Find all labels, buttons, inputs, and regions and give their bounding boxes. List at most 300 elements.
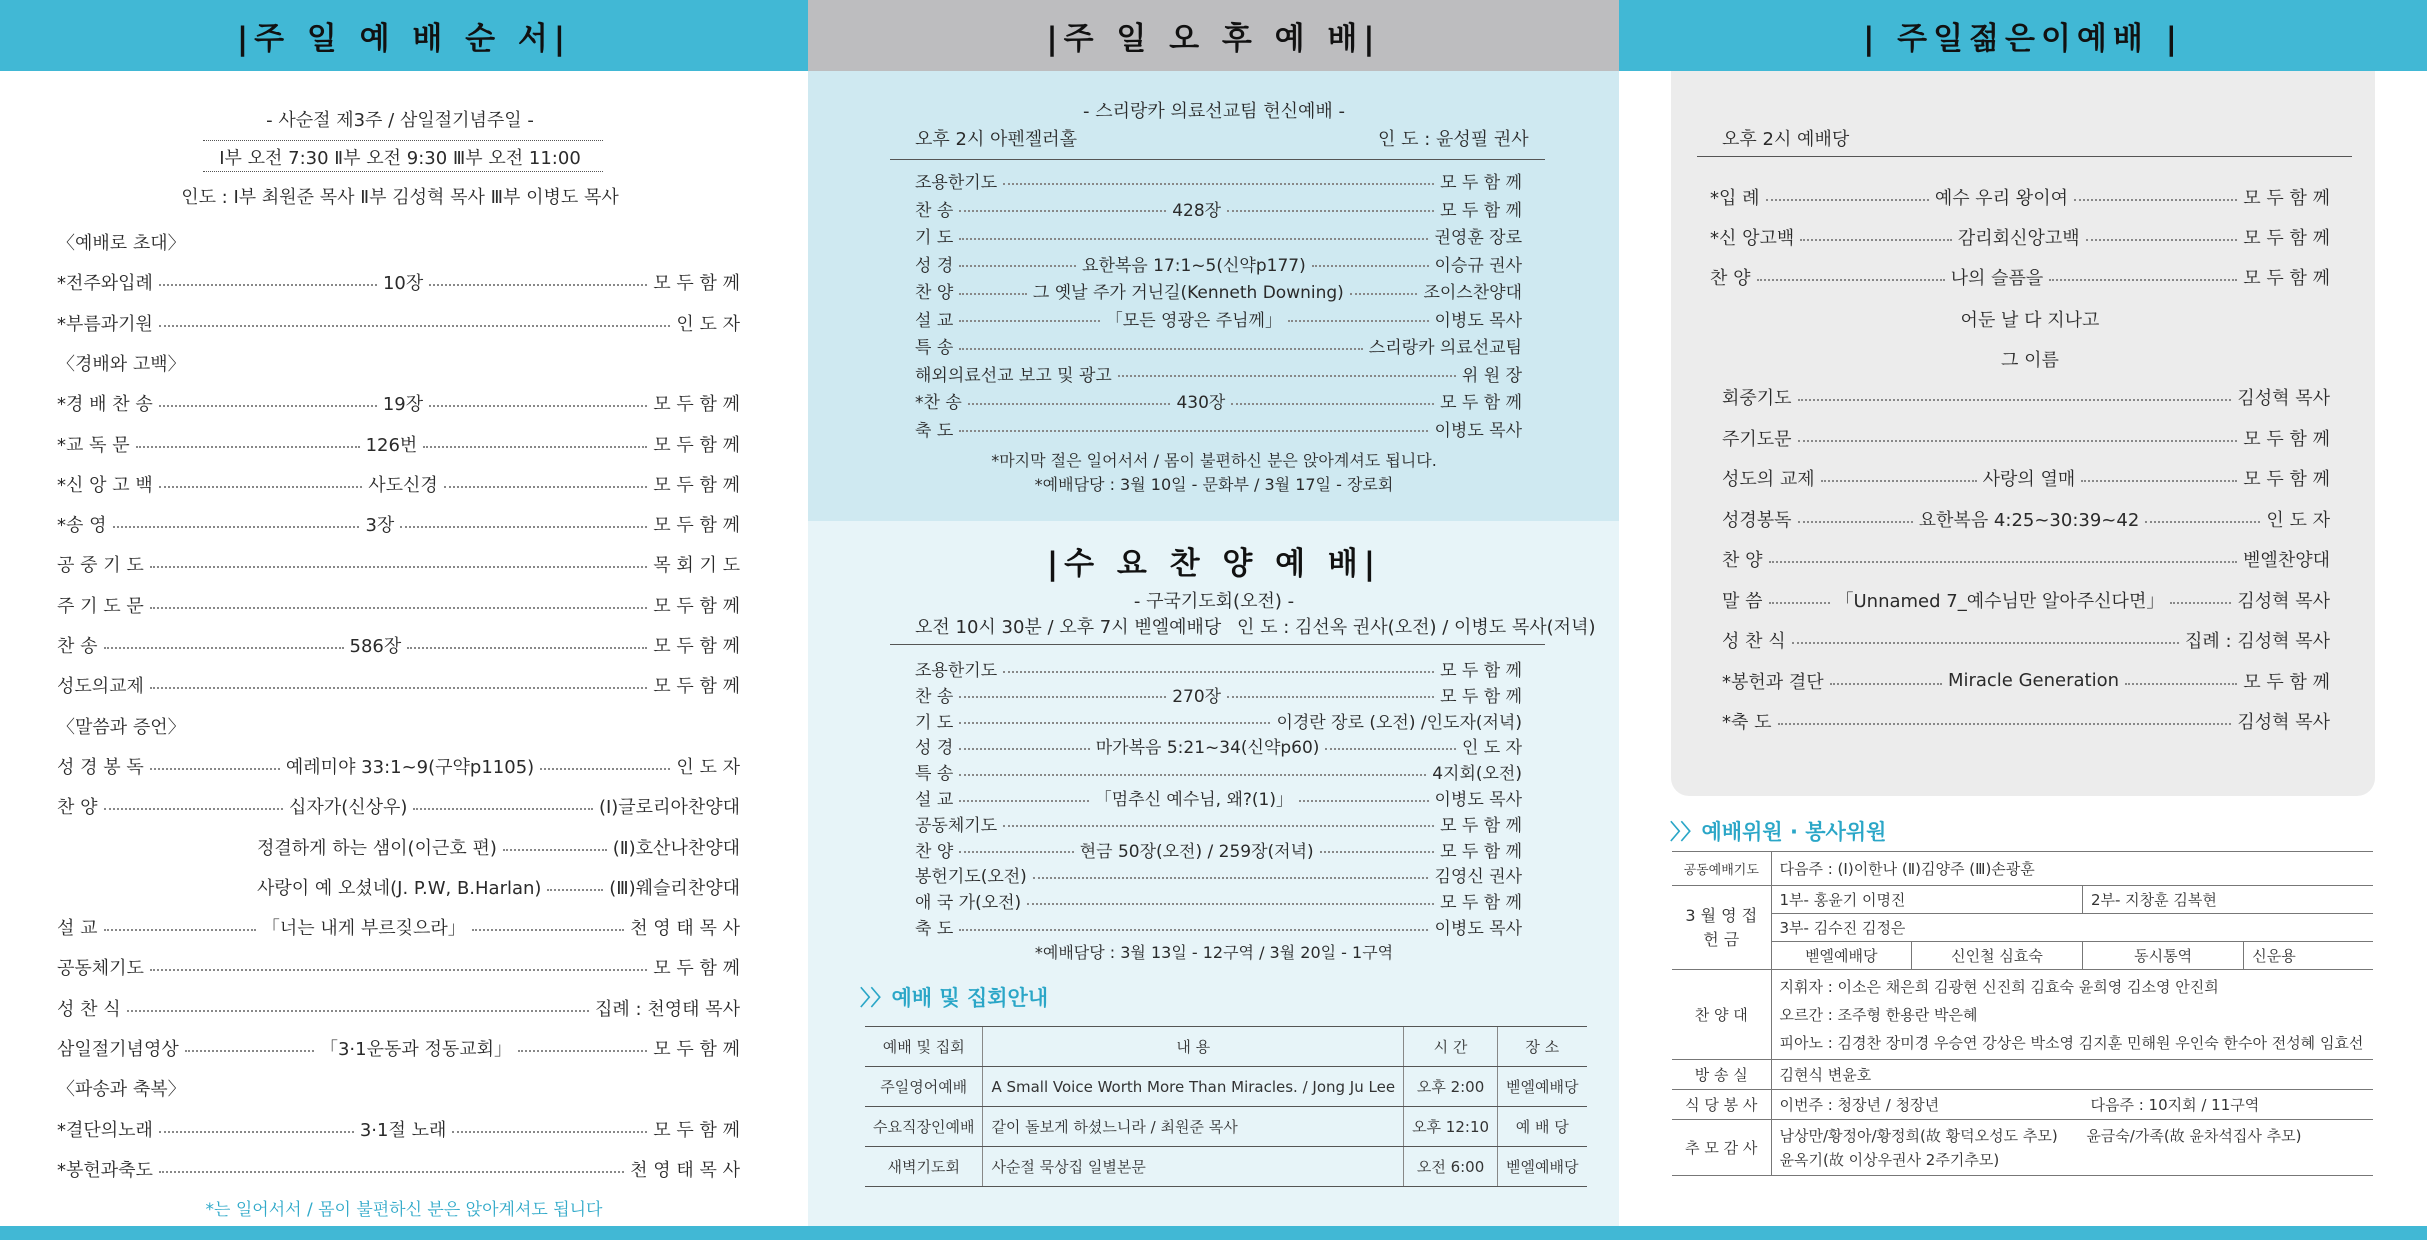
section-heading: 〈경배와 고백〉 (57, 353, 186, 375)
order-detail: 586장 (349, 636, 402, 657)
order-label: 축 도 (915, 919, 954, 939)
order-label: *찬 송 (915, 393, 962, 413)
table-cell: 동시통역 (2082, 942, 2243, 970)
order-leader: 모 두 함 께 (2243, 469, 2330, 490)
sunday-service-header: |주 일 예 배 순 서| (0, 0, 808, 71)
order-row (57, 914, 740, 940)
order-row (57, 471, 740, 497)
dotted-leader (1027, 903, 1434, 905)
order-leader: 모 두 함 께 (1440, 200, 1522, 221)
service-times: Ⅰ부 오전 7:30 Ⅱ부 오전 9:30 Ⅲ부 오전 11:00 (219, 148, 581, 169)
dotted-leader (959, 851, 1073, 853)
table-cell: 벧엘예배당 (1498, 1147, 1587, 1187)
order-row (915, 251, 1522, 276)
order-leader: 천 영 태 목 사 (630, 1159, 740, 1181)
dotted-leader (150, 768, 280, 770)
dotted-leader (2125, 683, 2237, 685)
row-label: 식 당 봉 사 (1672, 1090, 1771, 1120)
order-detail: 요한복음 17:1~5(신약p177) (1082, 255, 1306, 276)
dotted-leader (452, 1131, 647, 1133)
dotted-leader (1003, 183, 1434, 185)
dotted-leader (1769, 602, 1830, 604)
young-place: 오후 2시 예배당 (1722, 129, 1850, 150)
memorial-line (1780, 1124, 2366, 1148)
dotted-leader (1320, 851, 1434, 853)
order-label: 특 송 (915, 764, 954, 785)
table-cell: 주일영어예배 (865, 1067, 983, 1107)
order-row (57, 1035, 740, 1061)
dotted-leader (104, 808, 284, 810)
song-title: 그 이름 (2001, 350, 2059, 371)
dotted-leader (429, 284, 647, 286)
order-detail: 「너는 내게 부르짖으라」 (261, 918, 466, 940)
order-label: *교 독 문 (57, 434, 130, 456)
dotted-leader (1757, 279, 1945, 281)
order-row (57, 954, 740, 980)
dotted-leader (1766, 199, 1929, 201)
table-cell: 2부- 지창훈 김복현 (2082, 886, 2373, 914)
table-cell: 신운용 (2244, 942, 2373, 970)
order-detail: 3·1절 노래 (359, 1119, 447, 1141)
order-row (57, 431, 740, 457)
order-leader: 모 두 함 께 (653, 1039, 741, 1060)
order-detail: 사랑의 열매 (1982, 469, 2076, 490)
order-detail: 19장 (382, 394, 424, 416)
order-detail: 126번 (365, 434, 418, 456)
dotted-leader (150, 969, 647, 971)
order-label: *입 례 (1710, 188, 1760, 209)
afternoon-subtitle: - 스리랑카 의료선교팀 헌신예배 - (1083, 101, 1345, 122)
dotted-leader (2170, 602, 2231, 604)
order-leader: 이병도 목사 (1434, 420, 1522, 441)
order-label: 찬 송 (915, 686, 954, 707)
divider (203, 140, 603, 141)
order-detail: 「Unnamed 7_예수님만 알아주신다면」 (1835, 590, 2165, 612)
order-label: 축 도 (915, 420, 954, 441)
order-label: 찬 양 (915, 283, 954, 303)
order-detail: 예레미야 33:1~9(구약p1105) (285, 756, 535, 778)
order-label: 찬 양 (1710, 268, 1751, 289)
dotted-leader (150, 607, 648, 609)
order-detail: 감리회신앙고백 (1957, 228, 2080, 249)
young-adult-header: | 주일젊은이예배 | (1619, 0, 2427, 71)
order-leader: 조이스찬양대 (1423, 283, 1522, 303)
order-row (915, 196, 1522, 221)
section-heading: 〈예배로 초대〉 (57, 233, 186, 254)
order-leader: 목 회 기 도 (653, 555, 740, 577)
order-leader: 김성혁 목사 (2237, 388, 2330, 409)
table-cell: 예 배 당 (1498, 1107, 1587, 1147)
order-label: *송 영 (57, 515, 107, 537)
dotted-leader (429, 405, 647, 407)
order-leader: 모 두 함 께 (653, 676, 740, 698)
order-row (57, 995, 740, 1021)
order-leader: 권영훈 장로 (1434, 228, 1522, 248)
dotted-leader (104, 929, 256, 931)
order-row (57, 834, 740, 860)
divider (203, 171, 603, 172)
order-leader: 집례 : 김성혁 목사 (2185, 631, 2330, 652)
dotted-leader (1227, 210, 1434, 212)
dotted-leader (1227, 696, 1434, 698)
dotted-leader (2081, 480, 2237, 482)
order-detail: 3장 (365, 515, 395, 537)
choir-organ: 오르간 : 조주형 한용란 박은혜 (1779, 1005, 1978, 1024)
wednesday-place: 오전 10시 30분 / 오후 7시 벧엘예배당 (915, 617, 1222, 638)
row-label: 추 모 감 사 (1672, 1120, 1771, 1176)
dotted-leader (518, 1050, 647, 1052)
dotted-leader (959, 293, 1027, 295)
order-leader: 인 도 자 (2266, 509, 2330, 531)
wednesday-header: |수 요 찬 양 예 배| (1046, 546, 1382, 582)
table-header-row (865, 1027, 1587, 1067)
dotted-leader (2049, 279, 2237, 281)
dotted-leader (1325, 748, 1456, 750)
order-row (915, 416, 1522, 441)
order-leader: (Ⅲ)웨슬리찬양대 (609, 877, 740, 899)
memorial-entry: 남상만/황정아/황정희(故 황덕오성도 추모) (1779, 1126, 2058, 1145)
dotted-leader (1299, 800, 1428, 802)
dotted-leader (959, 774, 1426, 776)
volunteers-title: 〉〉예배위원 · 봉사위원 (1670, 820, 1887, 844)
dotted-leader (159, 405, 377, 407)
order-label: 회중기도 (1722, 388, 1792, 409)
order-leader: 모 두 함 께 (1440, 841, 1522, 862)
bottom-bar (0, 1226, 2427, 1240)
dotted-leader (444, 486, 648, 488)
order-row (915, 759, 1522, 784)
dotted-leader (472, 929, 624, 931)
dotted-leader (1778, 723, 2232, 725)
order-label: 설 교 (915, 790, 954, 810)
order-row (1722, 384, 2330, 410)
order-leader: 집례 : 천영태 목사 (595, 998, 740, 1020)
order-row (1722, 627, 2330, 653)
order-label: 찬 양 (915, 841, 954, 862)
order-detail: 사도신경 (368, 474, 438, 496)
table-cell: 이번주 : 청장년 / 청장년 (1771, 1090, 2082, 1120)
divider (1697, 156, 2352, 157)
dotted-leader (423, 446, 647, 448)
order-label: 성 경 (915, 738, 954, 759)
dotted-leader (959, 210, 1166, 212)
order-row (915, 168, 1522, 193)
order-leader: 모 두 함 께 (1440, 173, 1522, 193)
order-label: 특 송 (915, 338, 954, 358)
order-label: 조용한기도 (915, 173, 998, 193)
dotted-leader (959, 430, 1428, 432)
order-leader: 모 두 함 께 (653, 273, 740, 295)
order-detail: 「멈추신 예수님, 왜?(1)」 (1094, 790, 1294, 810)
order-leader: 모 두 함 께 (2243, 428, 2330, 450)
order-leader: 모 두 함 께 (1440, 893, 1522, 914)
order-label: 기 도 (915, 228, 954, 248)
order-leader: 이승규 권사 (1434, 255, 1523, 276)
order-label: 공동체기도 (57, 958, 144, 980)
schedule-table (865, 1026, 1587, 1187)
dotted-leader (150, 687, 647, 689)
order-label: 애 국 가(오전) (915, 893, 1022, 914)
dotted-leader (413, 808, 593, 810)
table-cell: 오후 12:10 (1404, 1107, 1498, 1147)
dotted-leader (2145, 521, 2260, 523)
table-cell: 3부- 김수진 김정은 (1771, 914, 2373, 942)
column-header: 시 간 (1404, 1027, 1498, 1067)
order-leader: 김영신 권사 (1434, 867, 1522, 888)
song-title: 어둔 날 다 지나고 (1960, 310, 2100, 331)
order-leader: (Ⅱ)호산나찬양대 (612, 837, 740, 859)
order-label: 공 중 기 도 (57, 555, 144, 577)
afternoon-service-header: |주 일 오 후 예 배| (808, 0, 1619, 71)
order-row (915, 278, 1522, 303)
service-leaders: 인도 : Ⅰ부 최원준 목사 Ⅱ부 김성혁 목사 Ⅲ부 이병도 목사 (181, 187, 619, 208)
order-leader: 모 두 함 께 (653, 474, 740, 496)
table-row (865, 1147, 1587, 1187)
order-row (915, 333, 1522, 358)
afternoon-leader: 인 도 : 윤성필 권사 (1378, 129, 1529, 150)
order-row (57, 1116, 740, 1142)
order-row (57, 229, 740, 255)
dotted-leader (959, 265, 1076, 267)
order-label: 공동체기도 (915, 815, 998, 836)
dotted-leader (547, 889, 603, 891)
dotted-leader (959, 348, 1363, 350)
order-leader: 모 두 함 께 (653, 636, 740, 657)
order-row (915, 361, 1522, 386)
order-label: 설 교 (57, 918, 98, 940)
table-row (1672, 1090, 2373, 1120)
table-row (1672, 942, 2373, 970)
row-label: 찬 양 대 (1672, 970, 1771, 1060)
order-label: 설 교 (915, 310, 954, 331)
order-leader: 이병도 목사 (1434, 310, 1523, 331)
order-label: 주기도문 (1722, 428, 1792, 450)
order-leader: 모 두 함 께 (1440, 661, 1522, 681)
order-row (915, 306, 1522, 331)
order-leader: 이병도 목사 (1434, 790, 1523, 810)
dotted-leader (1769, 561, 2238, 563)
dotted-leader (968, 403, 1171, 405)
dotted-leader (2074, 199, 2237, 201)
order-row (915, 223, 1522, 248)
table-row (1672, 886, 2373, 914)
order-label: *봉헌과축도 (57, 1159, 153, 1181)
order-row (1710, 224, 2330, 250)
order-detail: Miracle Generation (1947, 670, 2120, 691)
table-cell: 신인철 심효숙 (1912, 942, 2083, 970)
table-cell (1771, 1120, 2373, 1176)
order-leader: 이병도 목사 (1434, 919, 1522, 939)
order-leader: 김성혁 목사 (2237, 590, 2331, 612)
order-leader: 위 원 장 (1461, 365, 1522, 386)
order-row (915, 811, 1522, 836)
order-detail: 10장 (382, 273, 424, 295)
dotted-leader (136, 446, 360, 448)
order-label: *신 앙고백 (1710, 228, 1795, 249)
table-cell: 김현식 변윤호 (1771, 1060, 2373, 1090)
order-detail: 현금 50장(오전) / 259장(저녁) (1079, 841, 1314, 862)
dotted-leader (1312, 265, 1429, 267)
order-row (57, 269, 740, 295)
order-row (915, 862, 1522, 887)
table-cell: 벧엘예배당 (1771, 942, 1912, 970)
order-label: 해외의료선교 보고 및 광고 (915, 365, 1112, 386)
dotted-leader (1830, 683, 1942, 685)
order-label: 성 찬 식 (57, 998, 121, 1020)
dotted-leader (1792, 642, 2179, 644)
order-row (57, 874, 740, 900)
order-label: *결단의노래 (57, 1119, 153, 1141)
table-cell: 1부- 홍윤기 이명진 (1771, 886, 2082, 914)
dotted-leader (959, 748, 1090, 750)
table-cell: A Small Voice Worth More Than Miracles. / Jong Ju Lee (983, 1067, 1404, 1107)
order-label: 찬 양 (1722, 550, 1763, 571)
order-label: 성경봉독 (1722, 509, 1792, 531)
order-label: 찬 송 (915, 200, 954, 221)
column-header: 장 소 (1498, 1027, 1587, 1067)
dotted-leader (959, 238, 1428, 240)
order-row (57, 350, 740, 376)
dotted-leader (113, 526, 360, 528)
left-subtitle: - 사순절 제3주 / 삼일절기념주일 - (266, 110, 534, 131)
order-label: 성 경 봉 독 (57, 756, 144, 778)
dotted-leader (1033, 877, 1429, 879)
order-label: 성 찬 식 (1722, 631, 1786, 652)
order-leader: 천 영 태 목 사 (630, 918, 741, 940)
dotted-leader (959, 929, 1428, 931)
table-cell: 오후 2:00 (1404, 1067, 1498, 1107)
wednesday-leader: 인 도 : 김선옥 권사(오전) / 이병도 목사(저녁) (1237, 617, 1596, 638)
dotted-leader (1288, 320, 1429, 322)
order-leader: 스리랑카 의료선교팀 (1368, 338, 1522, 358)
memorial-entry: 윤금숙/가족(故 윤차석집사 추모) (2086, 1126, 2302, 1145)
order-detail: 정결하게 하는 샘이(이근호 편) (257, 837, 497, 859)
dotted-leader (959, 722, 1270, 724)
order-row (57, 390, 740, 416)
order-leader: 4지회(오전) (1432, 764, 1522, 785)
order-detail: 「모든 영광은 주님께」 (1105, 310, 1282, 331)
order-label: *신 앙 고 백 (57, 474, 153, 496)
table-row (865, 1107, 1587, 1147)
order-label: 조용한기도 (915, 661, 998, 681)
order-row (1722, 425, 2330, 451)
afternoon-note2: *예배담당 : 3월 10일 - 문화부 / 3월 17일 - 장로회 (1034, 475, 1394, 494)
dotted-leader (1800, 239, 1952, 241)
order-row (1722, 506, 2330, 532)
dotted-leader (1350, 293, 1418, 295)
order-label: 성 경 (915, 255, 954, 276)
dotted-leader (2086, 239, 2238, 241)
table-cell: 사순절 묵상집 일별본문 (983, 1147, 1404, 1187)
left-footnote: *는 일어서서 / 몸이 불편하신 분은 앉아계셔도 됩니다 (205, 1200, 603, 1220)
order-leader: 김성혁 목사 (2237, 712, 2330, 733)
section-heading: 〈말씀과 증언〉 (57, 716, 186, 738)
order-row (57, 632, 740, 658)
order-row (1722, 708, 2330, 734)
order-row (57, 551, 740, 577)
order-leader: 모 두 함 께 (653, 515, 740, 537)
dotted-leader (159, 284, 377, 286)
order-leader: 모 두 함 께 (2243, 671, 2330, 693)
order-label: 삼일절기념영상 (57, 1039, 179, 1060)
table-row (1672, 1060, 2373, 1090)
order-row (1722, 465, 2330, 491)
dotted-leader (959, 800, 1088, 802)
order-detail: 428장 (1172, 200, 1222, 221)
order-row (915, 837, 1522, 862)
order-detail: 그 옛날 주가 거닌길(Kenneth Downing) (1032, 283, 1344, 303)
dotted-leader (540, 768, 670, 770)
row-label: 3 월 영 접 헌 금 (1672, 886, 1771, 970)
choir-conductors: 지휘자 : 이소은 채은희 김광현 신진희 김효숙 윤희영 김소영 안진희 (1779, 977, 2219, 996)
table-cell: 벧엘예배당 (1498, 1067, 1587, 1107)
dotted-leader (127, 1010, 589, 1012)
order-leader: 모 두 함 께 (2243, 188, 2331, 209)
order-detail: 270장 (1172, 686, 1222, 707)
order-detail: 사랑이 예 오셨네(J. P.W, B.Harlan) (257, 877, 542, 899)
dotted-leader (959, 320, 1100, 322)
order-detail: 430장 (1176, 393, 1226, 413)
order-leader: 인 도 자 (676, 756, 740, 778)
order-detail: 「3·1운동과 정동교회」 (319, 1039, 513, 1060)
table-cell: 같이 돌보게 하셨느니라 / 최원준 목사 (983, 1107, 1404, 1147)
memorial-entry: 윤옥기(故 이상우권사 2주기추모) (1779, 1150, 2000, 1169)
dotted-leader (1231, 403, 1434, 405)
dotted-leader (1798, 521, 1913, 523)
order-row (1722, 668, 2330, 694)
order-label: 찬 양 (57, 797, 98, 819)
order-row (915, 733, 1522, 758)
order-label: 성도의 교제 (1722, 469, 1815, 490)
order-leader: 모 두 함 께 (653, 394, 741, 416)
table-cell: 다음주 : 10지회 / 11구역 (2082, 1090, 2373, 1120)
table-row (1672, 914, 2373, 942)
dotted-leader (407, 647, 647, 649)
afternoon-place: 오후 2시 아펜젤러홀 (915, 129, 1077, 150)
order-row (57, 713, 740, 739)
choir-piano: 피아노 : 김경찬 장미경 우승연 강상은 박소영 김지훈 민해원 우인숙 한수아 전성혜 임효선 (1779, 1033, 2364, 1052)
table-cell: 새벽기도회 (865, 1147, 983, 1187)
order-leader: 모 두 함 께 (2243, 268, 2331, 289)
table-cell: 수요직장인예배 (865, 1107, 983, 1147)
row-label: 방 송 실 (1672, 1060, 1771, 1090)
order-row (915, 785, 1522, 810)
order-leader: 모 두 함 께 (1440, 393, 1522, 413)
order-row (1722, 546, 2330, 572)
schedule-title: 〉〉예배 및 집회안내 (860, 986, 1049, 1010)
order-row (57, 1075, 740, 1101)
order-label: 성도의교제 (57, 676, 144, 698)
order-detail: 마가복음 5:21~34(신약p60) (1095, 738, 1320, 759)
table-row (1672, 970, 2373, 1060)
order-leader: 벧엘찬양대 (2243, 550, 2330, 571)
order-leader: 모 두 함 께 (2243, 228, 2330, 249)
dotted-leader (503, 849, 607, 851)
order-row (1722, 587, 2330, 613)
order-leader: 인 도 자 (676, 313, 740, 335)
order-leader: 모 두 함 께 (653, 958, 740, 980)
order-detail: 십자가(신상우) (289, 797, 408, 819)
order-leader: 모 두 함 께 (653, 1119, 740, 1141)
dotted-leader (1821, 480, 1977, 482)
dotted-leader (104, 647, 344, 649)
order-row (57, 672, 740, 698)
order-label: *전주와입례 (57, 273, 153, 295)
order-label: *부름과기원 (57, 313, 153, 335)
order-detail: 요한복음 4:25~30:39~42 (1918, 509, 2140, 531)
order-label: 말 씀 (1722, 590, 1763, 612)
order-row (57, 310, 740, 336)
